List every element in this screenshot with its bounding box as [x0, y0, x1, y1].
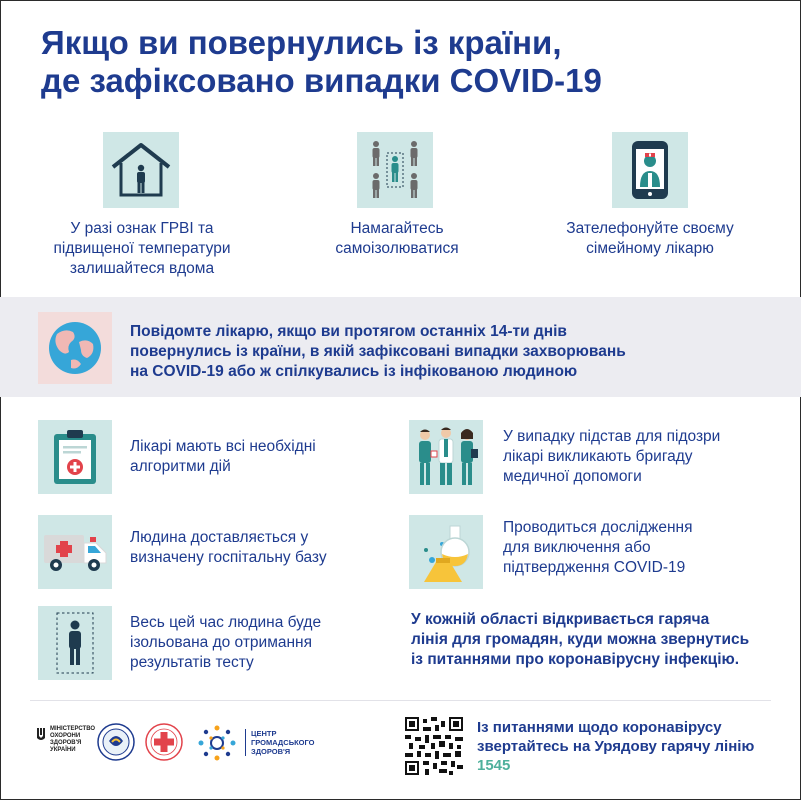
isolated-person-icon: [38, 606, 112, 680]
qr-code-icon[interactable]: [405, 717, 463, 775]
step-call-ambulance-team: У випадку підстав для підозри лікарі викликають бригаду медичної допомоги: [503, 428, 721, 485]
step-call-doctor: Зателефонуйте своєму сімейному лікарю: [566, 220, 734, 257]
title-line-2: де зафіксовано випадки COVID-19: [41, 62, 602, 99]
ambulance-icon: [38, 515, 112, 589]
trident-icon: [36, 727, 46, 743]
medical-team-icon: [409, 420, 483, 494]
title-line-1: Якщо ви повернулись із країни,: [41, 24, 562, 61]
clipboard-medical-icon: [38, 420, 112, 494]
step-covid-test: Проводиться дослідження для виключення або підтвердження COVID-19: [503, 519, 693, 576]
step-doctors-algorithms: Лікарі мають всі необхідні алгоритми дій: [130, 438, 316, 475]
hotline-number[interactable]: 1545: [477, 757, 511, 774]
public-health-center-text: ЦЕНТР ГРОМАДСЬКОГО ЗДОРОВ'Я: [245, 729, 314, 756]
ministry-logo-text: МІНІСТЕРСТВО ОХОРОНИ ЗДОРОВ'Я УКРАЇНИ: [50, 726, 96, 753]
footer-divider: [30, 700, 771, 701]
lab-flask-icon: [409, 515, 483, 589]
phone-doctor-icon: [612, 132, 688, 208]
government-hotline: Із питаннями щодо коронавірусу звертайтесь на Урядову гарячу лінію 1545: [477, 719, 755, 774]
page-title: [41, 24, 602, 100]
public-health-center-icon: [195, 724, 239, 762]
step-stay-home: У разі ознак ГРВІ та підвищеної температури залишайтеся вдома: [53, 220, 231, 277]
home-icon: [103, 132, 179, 208]
notice-text: Повідомте лікарю, якщо ви протягом останніх 14-ти днів повернулись із країни, в якій зафіксовані випадки захворювань на COVID-19 або ж спілкувались із інфікованою людиною: [130, 323, 626, 380]
step-hospital-delivery: Людина доставляється у визначену госпітальну базу: [130, 529, 327, 566]
regional-hotline-note: У кожній області відкривається гаряча лінія для громадян, куди можна звернутись із питаннями про коронавірусну інфекцію.: [411, 611, 750, 668]
red-cross-icon: [145, 723, 183, 761]
self-isolation-icon: [357, 132, 433, 208]
health-org-seal-icon: [97, 723, 135, 761]
globe-icon: [38, 312, 112, 384]
step-self-isolate: Намагайтесь самоізолюватися: [335, 220, 459, 257]
step-isolation-until-results: Весь цей час людина буде ізольована до отримання результатів тесту: [130, 614, 322, 671]
